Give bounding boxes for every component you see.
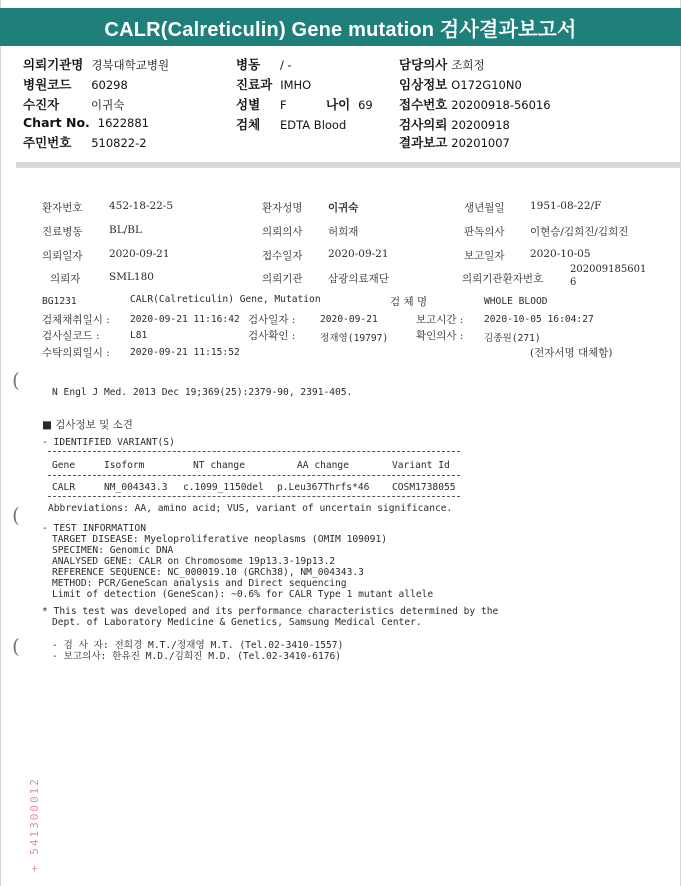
clinic-ward-value: BL/BL [109, 224, 142, 236]
lab-code-value: L81 [130, 330, 148, 341]
header-divider [16, 162, 681, 168]
dob-value: 1951-08-22/F [530, 200, 602, 212]
identified-title: - IDENTIFIED VARIANT(S) [42, 437, 175, 448]
tester-line: - 검 사 자: 전희경 M.T./정재영 M.T. (Tel.02-3410-1557) [52, 640, 344, 651]
specimen-label: 검체 [236, 117, 261, 132]
test-confirm-label: 검사확인 : [248, 330, 296, 342]
request-date-label: 검사의뢰 [399, 117, 448, 132]
punch-hole-mark-2: ( [12, 503, 20, 527]
disclaimer-line-2: Dept. of Laboratory Medicine & Genetics, Samsung Medical Center. [52, 617, 422, 628]
report-time-value: 2020-10-05 16:04:27 [484, 314, 594, 325]
institution-row [23, 55, 169, 73]
test-info-title: - TEST INFORMATION [42, 523, 146, 534]
side-serial-number: + 541300012 [28, 777, 41, 872]
test-info-line: Limit of detection (GeneScan): ~0.6% for CALR Type 1 mutant allele [52, 589, 434, 600]
sex-value: F [280, 98, 287, 112]
test-name: CALR(Calreticulin) Gene, Mutation [130, 294, 321, 305]
request-date-row [399, 115, 510, 133]
requesting-doctor-value: 허희재 [328, 226, 359, 238]
report-date-row [399, 133, 510, 151]
reading-doctor-value: 이현승/김희진/김희진 [530, 226, 629, 238]
variant-isoform: NM_004343.3 [104, 482, 168, 493]
specimen-name-value: WHOLE BLOOD [484, 296, 548, 307]
physician-row [399, 55, 485, 73]
lab-code-label: 검사실코드 : [42, 330, 100, 342]
req-org-value: 삼광의료재단 [328, 273, 389, 285]
variant-nt-change: c.1099_1150del [183, 482, 264, 493]
specimen-row [236, 115, 346, 133]
reading-doctor-label: 판독의사 [464, 226, 505, 238]
test-code: BG1231 [42, 296, 77, 307]
disclaimer-line-1: * This test was developed and its performance characteristics determined by the [42, 606, 499, 617]
clinical-info-value: O172G10N0 [451, 78, 522, 92]
confirm-doctor-label: 확인의사 : [416, 330, 464, 342]
test-confirm-value: 정재영(19797) [320, 333, 389, 344]
test-date-label: 검사일자 : [248, 314, 296, 326]
test-info-line: REFERENCE SEQUENCE: NC_000019.10 (GRCh38), NM_004343.3 [52, 567, 364, 578]
section-title: ■ 검사정보 및 소견 [42, 419, 133, 431]
abbreviations: Abbreviations: AA, amino acid; VUS, variant of uncertain significance. [48, 503, 453, 514]
physician-value: 조희정 [451, 58, 485, 72]
dept-value: IMHO [280, 78, 312, 92]
age-row [326, 95, 373, 113]
collect-time-label: 검체채취일시 : [42, 314, 110, 326]
req-org-patient-no-line1: 202009185601 [570, 264, 647, 275]
ward-value: / - [280, 58, 292, 72]
test-info-line: TARGET DISEASE: Myeloproliferative neoplasms (OMIM 109091) [52, 534, 388, 545]
variant-header-isoform: Isoform [104, 460, 145, 471]
recipient-value: 이귀숙 [91, 98, 125, 112]
receive-time-value: 2020-09-21 11:15:52 [130, 347, 240, 358]
dept-label: 진료과 [236, 77, 273, 92]
receipt-no-label: 접수번호 [399, 97, 448, 112]
table-top-rule [48, 451, 460, 452]
test-info-line: SPECIMEN: Genomic DNA [52, 545, 174, 556]
punch-hole-mark-3: ( [12, 634, 20, 658]
test-info-line: METHOD: PCR/GeneScan analysis and Direct sequencing [52, 578, 347, 589]
report-date-label-2: 보고일자 [464, 250, 505, 262]
req-org-patient-no-label: 의뢰기관환자번호 [462, 273, 544, 285]
hospital-code-row [23, 75, 128, 93]
physician-label: 담당의사 [399, 57, 448, 72]
dob-label: 생년월일 [464, 202, 505, 214]
clinic-ward-label: 진료병동 [42, 226, 83, 238]
age-value: 69 [358, 98, 373, 112]
institution-label: 의뢰기관명 [23, 57, 84, 72]
specimen-name-label: 검 체 명 [390, 296, 428, 308]
requester-label: 의뢰자 [50, 273, 81, 285]
id-no-value: 510822-2 [91, 136, 147, 150]
table-header-rule [48, 475, 460, 476]
report-date-label: 결과보고 [399, 135, 448, 150]
patient-name-label: 환자성명 [262, 202, 303, 214]
variant-header-aa-change: AA change [297, 460, 349, 471]
sex-row [236, 95, 287, 113]
receive-time-label: 수탁의뢰일시 : [42, 347, 110, 359]
variant-header-gene: Gene [52, 460, 76, 471]
hospital-code-label: 병원코드 [23, 77, 72, 92]
report-time-label: 보고시간 : [416, 314, 464, 326]
req-org-label: 의뢰기관 [262, 273, 303, 285]
esign-note: (전자서명 대체함) [530, 347, 613, 359]
specimen-value: EDTA Blood [280, 118, 347, 132]
institution-value: 경북대학교병원 [91, 58, 170, 72]
id-no-label: 주민번호 [23, 135, 72, 150]
variant-header-variant-id: Variant Id [392, 460, 450, 471]
variant-id: COSM1738055 [392, 482, 456, 493]
report-title: CALR(Calreticulin) Gene mutation 검사결과보고서 [0, 8, 681, 46]
request-date-value: 20200918 [451, 118, 510, 132]
reporter-line: - 보고의사: 한유진 M.D./김희진 M.D. (Tel.02-3410-6176) [52, 651, 342, 662]
chart-no-label: Chart No. [23, 115, 90, 130]
report-date-value: 20201007 [451, 136, 510, 150]
test-info-line: ANALYSED GENE: CALR on Chromosome 19p13.3-19p13.2 [52, 556, 336, 567]
request-date-value-2: 2020-09-21 [109, 248, 170, 260]
age-label: 나이 [326, 97, 351, 112]
table-bottom-rule [48, 496, 460, 497]
sex-label: 성별 [236, 97, 261, 112]
report-date-value-2: 2020-10-05 [530, 248, 591, 260]
request-date-label-2: 의뢰일자 [42, 250, 83, 262]
chart-no-value: 1622881 [97, 116, 149, 130]
dept-row [236, 75, 311, 93]
recipient-row [23, 95, 124, 113]
punch-hole-mark: ( [12, 368, 20, 392]
collect-time-value: 2020-09-21 11:16:42 [130, 314, 240, 325]
variant-header-nt-change: NT change [193, 460, 245, 471]
clinical-info-label: 임상정보 [399, 77, 448, 92]
patient-no-value: 452-18-22-5 [109, 200, 174, 212]
id-no-row [23, 133, 147, 151]
patient-no-label: 환자번호 [42, 202, 83, 214]
requester-value: SML180 [109, 271, 154, 283]
receipt-no-row [399, 95, 551, 113]
req-org-patient-no-line2: 6 [570, 277, 577, 288]
receipt-no-value: 20200918-56016 [451, 98, 551, 112]
patient-name-value: 이귀숙 [328, 202, 359, 214]
hospital-code-value: 60298 [91, 78, 128, 92]
variant-gene: CALR [52, 482, 76, 493]
ward-label: 병동 [236, 57, 261, 72]
test-date-value: 2020-09-21 [320, 314, 378, 325]
variant-aa-change: p.Leu367Thrfs*46 [277, 482, 370, 493]
reference: N Engl J Med. 2013 Dec 19;369(25):2379-90, 2391-405. [52, 387, 353, 398]
receipt-date-label: 접수일자 [262, 250, 303, 262]
clinical-info-row [399, 75, 522, 93]
ward-row [236, 55, 292, 73]
chart-no-row [23, 115, 149, 130]
recipient-label: 수진자 [23, 97, 60, 112]
receipt-date-value: 2020-09-21 [328, 248, 389, 260]
requesting-doctor-label: 의뢰의사 [262, 226, 303, 238]
confirm-doctor-value: 김종원(271) [484, 333, 541, 344]
